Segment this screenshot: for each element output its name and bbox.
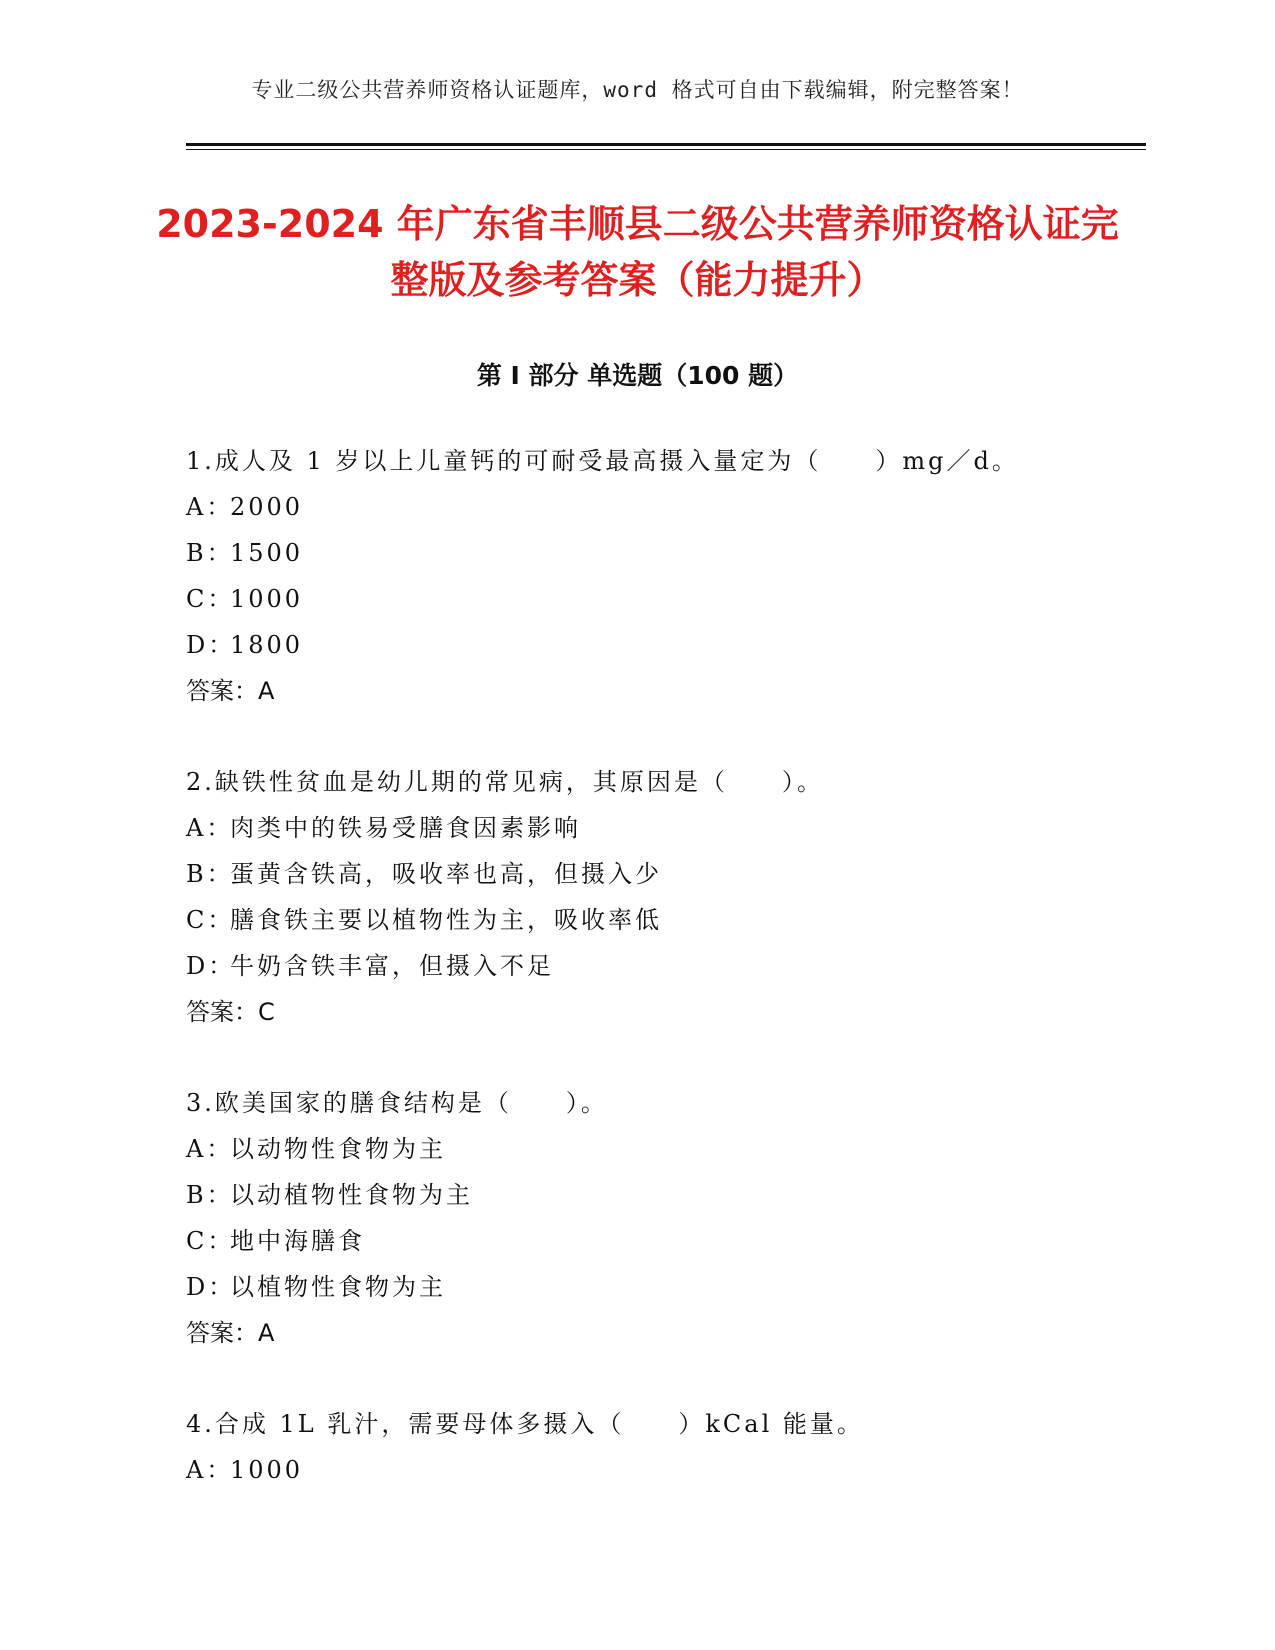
option-text: 2000 [230,493,304,521]
option-a [186,1447,1146,1493]
question-1 [186,438,1146,714]
option-a [186,805,1146,851]
option-c [186,897,1146,943]
option-c [186,1218,1146,1264]
header-note: 专业二级公共营养师资格认证题库，word 格式可自由下载编辑，附完整答案！ [251,78,1024,102]
question-stem: 4.合成 1L 乳汁，需要母体多摄入（ ）kCal 能量。 [186,1410,864,1438]
option-text: 以植物性食物为主 [230,1273,446,1301]
option-key: A： [186,1135,234,1163]
option-key: C： [186,585,235,613]
answer: 答案：C [186,998,275,1026]
question-4 [186,1401,1146,1493]
option-d [186,943,1146,989]
option-b [186,1172,1146,1218]
option-key: C： [186,906,235,934]
option-text: 1000 [230,585,304,613]
option-key: C： [186,1227,235,1255]
question-stem: 3.欧美国家的膳食结构是（ ）。 [186,1089,608,1117]
option-key: B： [186,1181,234,1209]
option-text: 肉类中的铁易受膳食因素影响 [230,814,581,842]
option-text: 1500 [230,539,304,567]
option-text: 膳食铁主要以植物性为主，吸收率低 [230,906,662,934]
option-b [186,530,1146,576]
question-list [186,438,1146,1538]
option-key: D： [186,952,236,980]
option-a [186,484,1146,530]
option-text: 蛋黄含铁高，吸收率也高，但摄入少 [230,860,662,888]
header-divider-thick [186,143,1146,146]
option-key: A： [186,493,234,521]
option-text: 以动植物性食物为主 [230,1181,473,1209]
option-text: 1000 [230,1456,304,1484]
answer: 答案：A [186,1319,275,1347]
option-text: 牛奶含铁丰富，但摄入不足 [230,952,554,980]
option-key: A： [186,814,234,842]
option-key: B： [186,860,234,888]
section-title: 第 I 部分 单选题（100 题） [476,361,799,390]
option-d [186,1264,1146,1310]
option-key: D： [186,631,236,659]
option-key: D： [186,1273,236,1301]
option-text: 1800 [230,631,304,659]
option-text: 地中海膳食 [230,1227,365,1255]
option-d [186,622,1146,668]
option-b [186,851,1146,897]
header-divider-thin [186,149,1146,150]
answer: 答案：A [186,677,275,705]
option-a [186,1126,1146,1172]
question-stem: 1.成人及 1 岁以上儿童钙的可耐受最高摄入量定为（ ）mg／d。 [186,447,1019,475]
question-3 [186,1080,1146,1356]
question-stem: 2.缺铁性贫血是幼儿期的常见病，其原因是（ ）。 [186,768,824,796]
option-key: B： [186,539,234,567]
option-text: 以动物性食物为主 [230,1135,446,1163]
document-title: 2023-2024 年广东省丰顺县二级公共营养师资格认证完整版及参考答案（能力提升） [156,202,1119,302]
option-key: A： [186,1456,234,1484]
question-2 [186,759,1146,1035]
option-c [186,576,1146,622]
